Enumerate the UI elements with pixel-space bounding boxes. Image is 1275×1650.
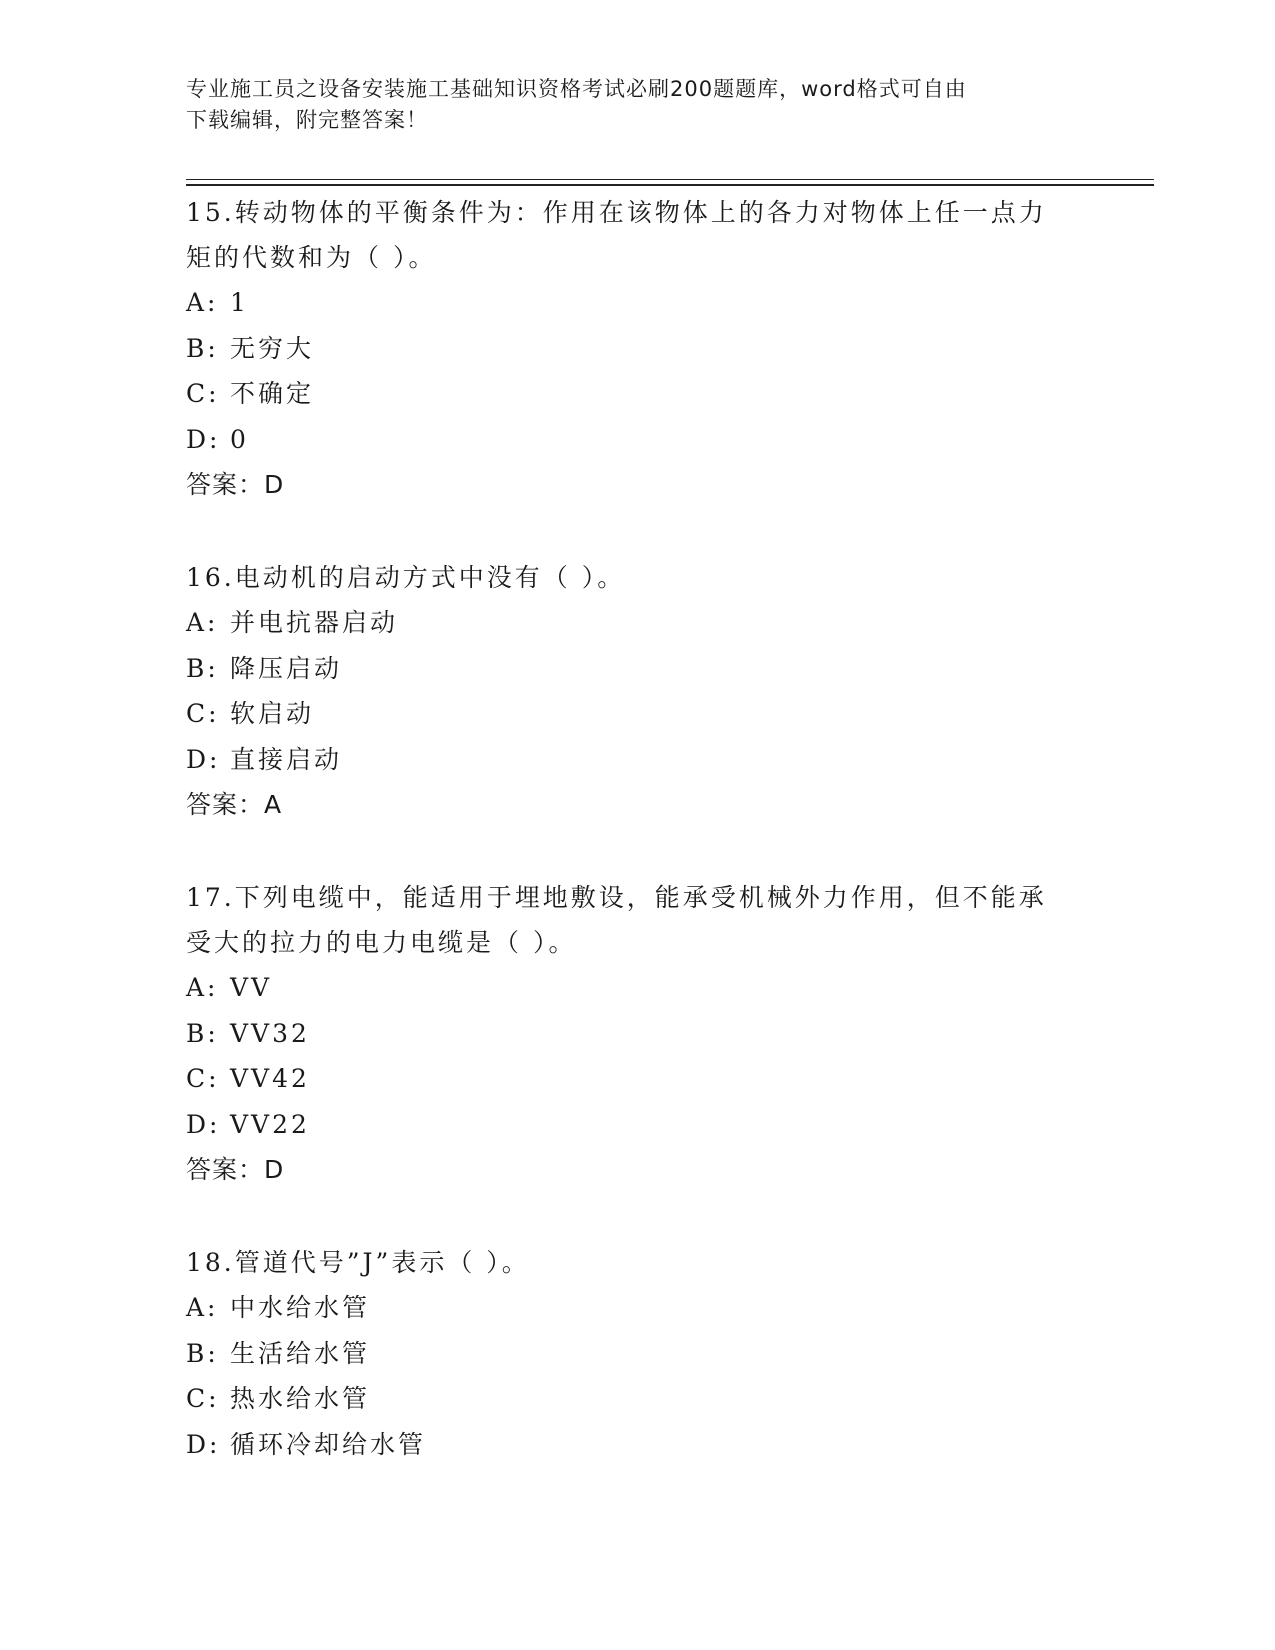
header-line-2: 下载编辑，附完整答案！ [186, 108, 428, 132]
question-15 [186, 190, 1086, 508]
option-text: 并电抗器启动 [230, 608, 399, 637]
question-stem-line: 矩的代数和为（ ）。 [186, 243, 437, 272]
question-stem-line: 受大的拉力的电力电缆是（ ）。 [186, 928, 577, 957]
option-b [186, 646, 1086, 692]
option-key: D: [186, 744, 221, 774]
option-key: C: [186, 699, 220, 728]
option-a [186, 1285, 1086, 1331]
option-text: 中水给水管 [230, 1293, 371, 1322]
option-a [186, 600, 1086, 646]
option-key: C: [186, 379, 220, 408]
answer-line: 答案：A [186, 790, 283, 819]
option-key: A: [186, 1293, 219, 1322]
question-list [186, 190, 1086, 1514]
option-key: C: [186, 1384, 220, 1413]
option-key: D: [186, 424, 221, 454]
option-key: A: [186, 973, 219, 1002]
document-header [186, 74, 1086, 136]
header-divider-thin [186, 179, 1154, 180]
question-16 [186, 555, 1086, 828]
option-text: 热水给水管 [230, 1384, 371, 1413]
option-text: 生活给水管 [230, 1338, 371, 1368]
option-a [186, 280, 1086, 326]
option-text: 无穷大 [230, 333, 315, 363]
option-c [186, 1056, 1086, 1102]
option-text: 循环冷却给水管 [230, 1429, 427, 1459]
option-text: 降压启动 [230, 653, 343, 683]
option-key: B: [186, 1338, 219, 1368]
option-text: 软启动 [230, 699, 315, 728]
question-stem-line: 18.管道代号”J”表示（ ）。 [186, 1248, 530, 1277]
option-text: 直接启动 [230, 744, 343, 774]
option-c [186, 371, 1086, 417]
option-text: 0 [230, 424, 249, 454]
option-key: A: [186, 608, 219, 637]
option-d [186, 417, 1086, 463]
header-line-1: 专业施工员之设备安装施工基础知识资格考试必刷200题题库，word格式可自由 [186, 77, 967, 101]
option-c [186, 691, 1086, 737]
option-d [186, 737, 1086, 783]
question-stem-line: 16.电动机的启动方式中没有（ ）。 [186, 563, 626, 592]
option-key: C: [186, 1064, 220, 1093]
option-key: B: [186, 653, 219, 683]
option-key: B: [186, 333, 219, 363]
option-key: D: [186, 1429, 221, 1459]
option-c [186, 1376, 1086, 1422]
question-stem-line: 17.下列电缆中，能适用于埋地敷设，能承受机械外力作用，但不能承 [186, 883, 1047, 912]
question-18 [186, 1240, 1086, 1467]
option-key: D: [186, 1109, 221, 1139]
option-text: VV [230, 973, 273, 1002]
option-b [186, 326, 1086, 372]
option-a [186, 965, 1086, 1011]
option-text: 1 [230, 288, 249, 317]
option-text: VV32 [230, 1018, 310, 1048]
option-text: VV42 [230, 1064, 310, 1093]
option-text: 不确定 [230, 379, 315, 408]
option-d [186, 1102, 1086, 1148]
option-text: VV22 [230, 1109, 310, 1139]
header-divider-thick [186, 184, 1154, 186]
answer-line: 答案：D [186, 1155, 285, 1184]
option-key: A: [186, 288, 219, 317]
question-17 [186, 875, 1086, 1193]
answer-line: 答案：D [186, 470, 285, 499]
option-b [186, 1011, 1086, 1057]
option-d [186, 1422, 1086, 1468]
question-stem-line: 15.转动物体的平衡条件为：作用在该物体上的各力对物体上任一点力 [186, 198, 1047, 227]
option-b [186, 1331, 1086, 1377]
option-key: B: [186, 1018, 219, 1048]
